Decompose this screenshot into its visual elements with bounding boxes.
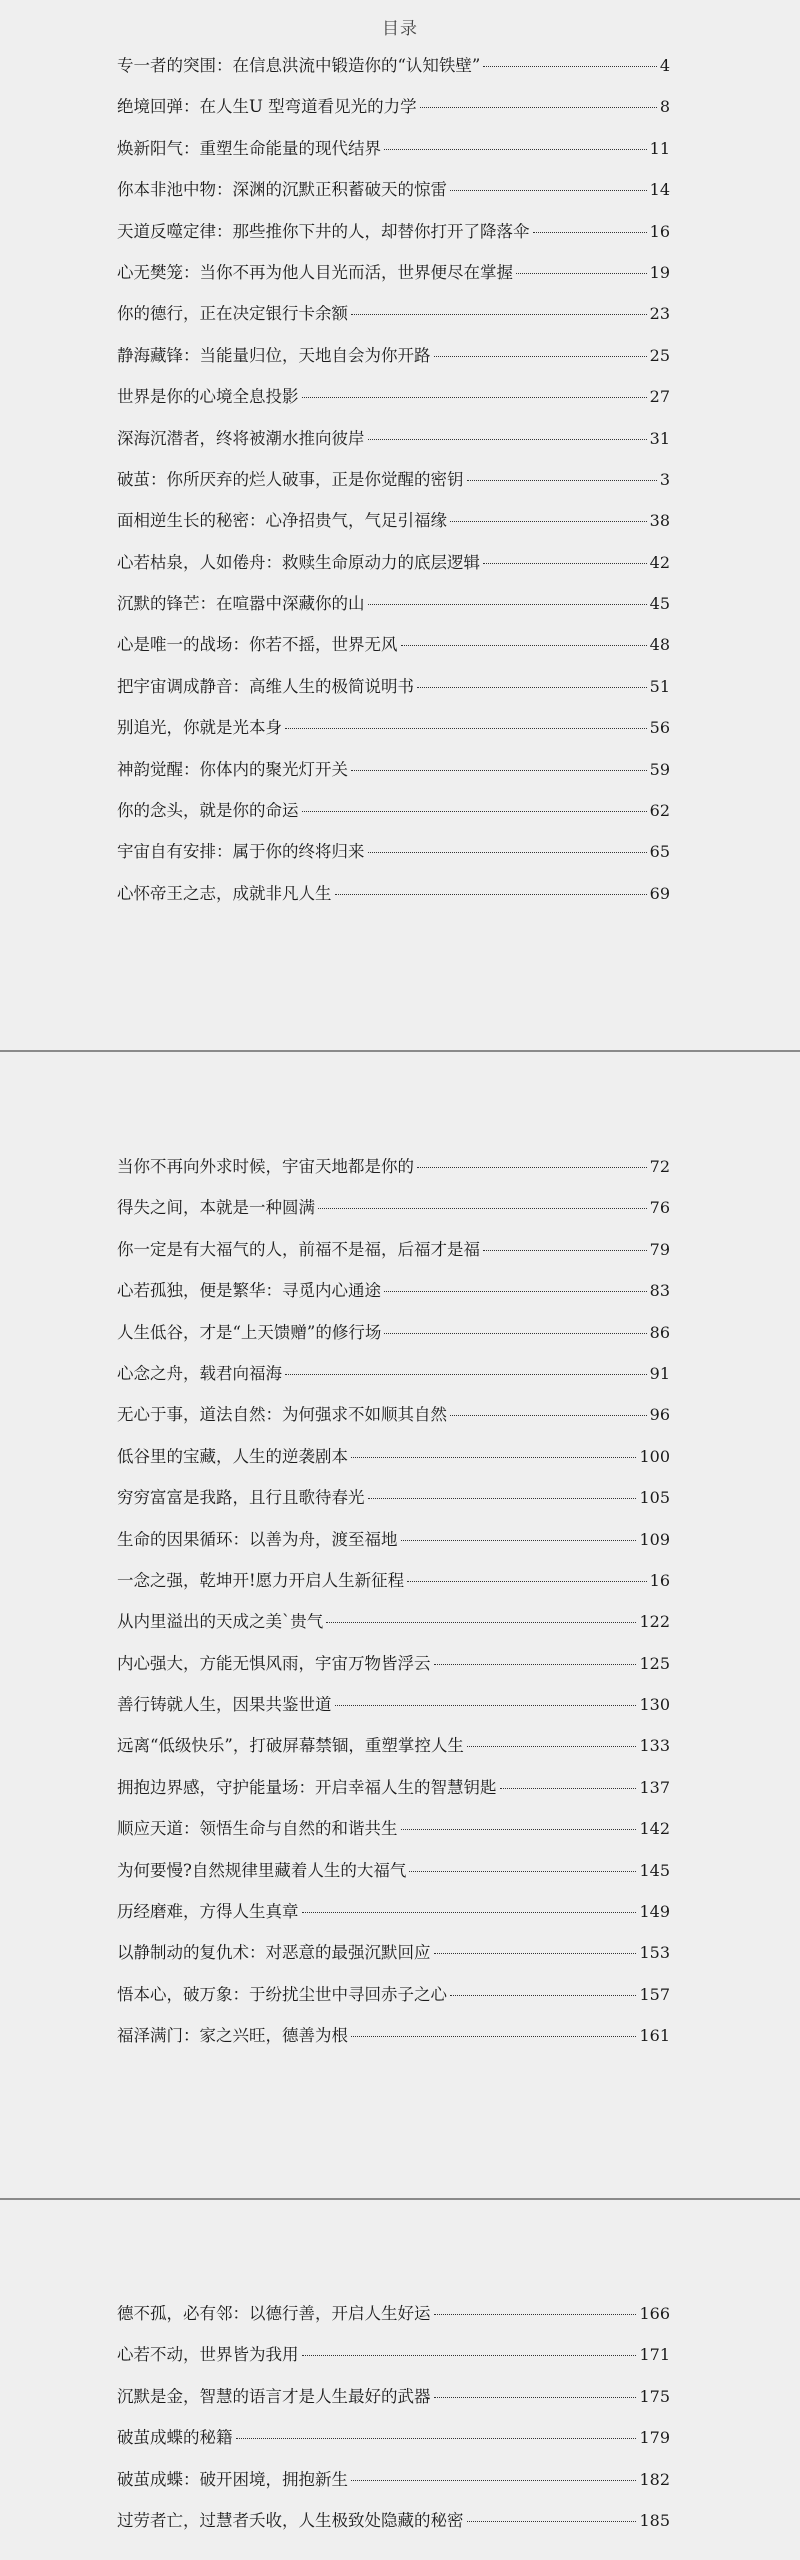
dot-leader xyxy=(483,563,647,564)
toc-entry-title: 静海藏锋：当能量归位，天地自会为你开路 xyxy=(117,345,431,365)
toc-entry[interactable] xyxy=(117,590,670,631)
dot-leader xyxy=(401,645,647,646)
toc-entry-title: 世界是你的心境全息投影 xyxy=(117,387,299,407)
toc-entry[interactable] xyxy=(117,1898,670,1939)
toc-entry[interactable] xyxy=(117,2383,670,2424)
toc-entry-title: 内心强大，方能无惧风雨，宇宙万物皆浮云 xyxy=(117,1653,431,1673)
dot-leader xyxy=(384,149,647,150)
toc-entry[interactable] xyxy=(117,1567,670,1608)
dot-leader xyxy=(533,232,647,233)
toc-entry[interactable] xyxy=(117,425,670,466)
toc-entry[interactable] xyxy=(117,1277,670,1318)
toc-entry-page-number: 38 xyxy=(649,511,670,531)
dot-leader xyxy=(500,1788,637,1789)
toc-entry[interactable] xyxy=(117,1691,670,1732)
toc-entry-title: 沉默的锋芒：在喧嚣中深藏你的山 xyxy=(117,594,365,614)
dot-leader xyxy=(467,2521,637,2522)
toc-entry-page-number: 11 xyxy=(649,138,670,158)
toc-entry-title: 绝境回弹：在人生U 型弯道看见光的力学 xyxy=(117,97,417,117)
toc-entry-title: 一念之强，乾坤开!愿力开启人生新征程 xyxy=(117,1570,405,1590)
toc-entry[interactable] xyxy=(117,797,670,838)
toc-entry-page-number: 166 xyxy=(639,2304,670,2323)
toc-entry-title: 你的德行，正在决定银行卡余额 xyxy=(117,304,348,324)
dot-leader xyxy=(409,1871,636,1872)
dot-leader xyxy=(326,1622,636,1623)
toc-entry-title: 人生低谷，才是“上天馈赠”的修行场 xyxy=(117,1322,382,1342)
toc-entry[interactable] xyxy=(117,176,670,217)
dot-leader xyxy=(236,2438,637,2439)
dot-leader xyxy=(302,397,647,398)
dot-leader xyxy=(285,728,647,729)
toc-entry-title: 以静制动的复仇术：对恶意的最强沉默回应 xyxy=(117,1943,431,1963)
dot-leader xyxy=(467,1746,637,1747)
toc-entry-page-number: 27 xyxy=(649,387,670,407)
toc-entry-title: 心念之舟，载君向福海 xyxy=(117,1363,282,1383)
toc-entry-title: 穷穷富富是我路，且行且歌待春光 xyxy=(117,1488,365,1508)
toc-entry-page-number: 171 xyxy=(639,2345,670,2365)
toc-entry-page-number: 45 xyxy=(649,594,670,614)
toc-entry[interactable] xyxy=(117,300,670,341)
toc-entry[interactable] xyxy=(117,1608,670,1649)
toc-entry-page-number: 145 xyxy=(639,1860,670,1880)
toc-entry-title: 心若不动，世界皆为我用 xyxy=(117,2345,299,2365)
toc-entry-page-number: 3 xyxy=(659,469,670,489)
toc-entry-page-number: 125 xyxy=(639,1653,670,1673)
toc-entry-title: 心若枯泉，人如倦舟：救赎生命原动力的底层逻辑 xyxy=(117,552,480,572)
toc-entry-page-number: 65 xyxy=(649,842,670,862)
toc-entry-title: 悟本心，破万象：于纷扰尘世中寻回赤子之心 xyxy=(117,1984,447,2004)
toc-entry[interactable] xyxy=(117,2507,670,2548)
dot-leader xyxy=(384,1291,647,1292)
toc-entry-page-number: 25 xyxy=(649,345,670,365)
toc-entry[interactable] xyxy=(117,631,670,672)
toc-entry-page-number: 79 xyxy=(649,1239,670,1259)
toc-entry[interactable] xyxy=(117,1650,670,1691)
toc-entry-title: 心怀帝王之志，成就非凡人生 xyxy=(117,883,332,903)
toc-entry-page-number: 175 xyxy=(639,2386,670,2406)
toc-entry[interactable] xyxy=(117,383,670,424)
toc-entry-page-number: 16 xyxy=(649,1570,670,1590)
toc-entry[interactable] xyxy=(117,714,670,755)
toc-entry-title: 破茧成蝶的秘籍 xyxy=(117,2428,233,2448)
toc-entry-page-number: 48 xyxy=(649,635,670,655)
toc-entry[interactable] xyxy=(117,466,670,507)
toc-entry-title: 你的念头，就是你的命运 xyxy=(117,801,299,821)
dot-leader xyxy=(302,1912,637,1913)
toc-entry[interactable] xyxy=(117,1401,670,1442)
toc-entry-page-number: 42 xyxy=(649,552,670,572)
dot-leader xyxy=(318,1208,647,1209)
dot-leader xyxy=(368,1498,637,1499)
dot-leader xyxy=(335,894,647,895)
toc-entry[interactable] xyxy=(117,52,670,93)
dot-leader xyxy=(384,1333,646,1334)
dot-leader xyxy=(450,190,647,191)
toc-entry-page-number: 91 xyxy=(649,1363,670,1383)
dot-leader xyxy=(450,521,647,522)
toc-entry-page-number: 62 xyxy=(649,801,670,821)
dot-leader xyxy=(450,1415,647,1416)
dot-leader xyxy=(434,2314,637,2315)
toc-entry-page-number: 182 xyxy=(639,2469,670,2489)
toc-entry[interactable] xyxy=(117,259,670,300)
toc-entry-page-number: 14 xyxy=(649,180,670,200)
toc-entry-title: 沉默是金，智慧的语言才是人生最好的武器 xyxy=(117,2386,431,2406)
toc-entry-page-number: 179 xyxy=(639,2428,670,2448)
toc-list-section-1 xyxy=(117,52,670,921)
toc-entry-page-number: 51 xyxy=(649,676,670,696)
toc-entry-page-number: 133 xyxy=(639,1736,670,1756)
toc-entry-page-number: 83 xyxy=(649,1281,670,1301)
toc-entry-title: 从内里溢出的天成之美`贵气 xyxy=(117,1612,324,1632)
toc-entry[interactable] xyxy=(117,1981,670,2022)
toc-entry[interactable] xyxy=(117,1774,670,1815)
toc-entry-page-number: 31 xyxy=(649,428,670,448)
dot-leader xyxy=(302,2355,637,2356)
toc-list-section-3 xyxy=(117,2300,670,2548)
toc-entry[interactable] xyxy=(117,1360,670,1401)
toc-entry[interactable] xyxy=(117,1484,670,1525)
toc-entry-title: 你本非池中物：深渊的沉默正积蓄破天的惊雷 xyxy=(117,180,447,200)
toc-entry-page-number: 69 xyxy=(649,883,670,903)
dot-leader xyxy=(401,1829,637,1830)
dot-leader xyxy=(285,1374,647,1375)
toc-entry[interactable] xyxy=(117,1939,670,1980)
dot-leader xyxy=(368,852,647,853)
toc-entry-page-number: 185 xyxy=(639,2510,670,2530)
toc-entry-page-number: 161 xyxy=(639,2026,670,2046)
toc-entry-page-number: 76 xyxy=(649,1198,670,1218)
toc-entry-title: 神韵觉醒：你体内的聚光灯开关 xyxy=(117,759,348,779)
toc-entry[interactable] xyxy=(117,2466,670,2507)
toc-entry-title: 宇宙自有安排：属于你的终将归来 xyxy=(117,842,365,862)
toc-entry-title: 把宇宙调成静音：高维人生的极简说明书 xyxy=(117,676,414,696)
toc-entry[interactable] xyxy=(117,1236,670,1277)
dot-leader xyxy=(368,604,647,605)
toc-entry-title: 德不孤，必有邻：以德行善，开启人生好运 xyxy=(117,2304,431,2323)
toc-entry-page-number: 100 xyxy=(639,1446,670,1466)
toc-entry-page-number: 23 xyxy=(649,304,670,324)
dot-leader xyxy=(420,107,657,108)
dot-leader xyxy=(467,480,657,481)
dot-leader xyxy=(434,356,647,357)
dot-leader xyxy=(434,1953,637,1954)
dot-leader xyxy=(351,1457,636,1458)
toc-entry-page-number: 86 xyxy=(649,1322,670,1342)
toc-entry[interactable] xyxy=(117,93,670,134)
dot-leader xyxy=(351,770,647,771)
dot-leader xyxy=(417,687,647,688)
toc-entry[interactable] xyxy=(117,2424,670,2465)
dot-leader xyxy=(483,66,656,67)
toc-entry-title: 历经磨难，方得人生真章 xyxy=(117,1902,299,1922)
toc-entry[interactable] xyxy=(117,1815,670,1856)
toc-entry-title: 心无樊笼：当你不再为他人目光而活，世界便尽在掌握 xyxy=(117,262,513,282)
toc-entry-page-number: 149 xyxy=(639,1902,670,1922)
toc-entry-page-number: 16 xyxy=(649,221,670,241)
dot-leader xyxy=(417,1167,647,1168)
toc-entry-page-number: 130 xyxy=(639,1695,670,1715)
toc-entry-page-number: 96 xyxy=(649,1405,670,1425)
toc-entry[interactable] xyxy=(117,1857,670,1898)
toc-entry-title: 破茧成蝶：破开困境，拥抱新生 xyxy=(117,2469,348,2489)
dot-leader xyxy=(401,1540,637,1541)
toc-entry[interactable] xyxy=(117,1319,670,1360)
toc-entry-title: 顺应天道：领悟生命与自然的和谐共生 xyxy=(117,1819,398,1839)
toc-entry-page-number: 105 xyxy=(639,1488,670,1508)
toc-entry-page-number: 153 xyxy=(639,1943,670,1963)
toc-entry-title: 远离“低级快乐”，打破屏幕禁锢，重塑掌控人生 xyxy=(117,1736,464,1756)
toc-entry-title: 破茧：你所厌弃的烂人破事，正是你觉醒的密钥 xyxy=(117,469,464,489)
toc-entry[interactable] xyxy=(117,135,670,176)
toc-entry[interactable] xyxy=(117,1526,670,1567)
toc-entry[interactable] xyxy=(117,2341,670,2382)
toc-entry-page-number: 157 xyxy=(639,1984,670,2004)
toc-entry[interactable] xyxy=(117,2300,670,2341)
toc-entry-title: 天道反噬定律：那些推你下井的人，却替你打开了降落伞 xyxy=(117,221,530,241)
toc-entry[interactable] xyxy=(117,880,670,921)
toc-entry-title: 生命的因果循环：以善为舟，渡至福地 xyxy=(117,1529,398,1549)
toc-entry[interactable] xyxy=(117,1194,670,1235)
toc-entry[interactable] xyxy=(117,507,670,548)
toc-entry-title: 心是唯一的战场：你若不摇，世界无风 xyxy=(117,635,398,655)
toc-entry-page-number: 142 xyxy=(639,1819,670,1839)
toc-entry-title: 福泽满门：家之兴旺，德善为根 xyxy=(117,2026,348,2046)
toc-entry-title: 拥抱边界感，守护能量场：开启幸福人生的智慧钥匙 xyxy=(117,1777,497,1797)
toc-list-section-2 xyxy=(117,1153,670,2064)
toc-entry-title: 得失之间，本就是一种圆满 xyxy=(117,1198,315,1218)
toc-entry[interactable] xyxy=(117,549,670,590)
toc-entry-title: 为何要慢?自然规律里藏着人生的大福气 xyxy=(117,1860,407,1880)
dot-leader xyxy=(351,314,647,315)
dot-leader xyxy=(407,1581,647,1582)
toc-entry-page-number: 19 xyxy=(649,262,670,282)
toc-entry-page-number: 4 xyxy=(659,56,670,75)
toc-entry-page-number: 56 xyxy=(649,718,670,738)
toc-entry[interactable] xyxy=(117,673,670,714)
dot-leader xyxy=(483,1250,647,1251)
dot-leader xyxy=(351,2480,636,2481)
dot-leader xyxy=(335,1705,637,1706)
dot-leader xyxy=(302,811,647,812)
toc-entry-title: 面相逆生长的秘密：心净招贵气，气足引福缘 xyxy=(117,511,447,531)
toc-entry[interactable] xyxy=(117,756,670,797)
toc-entry[interactable] xyxy=(117,838,670,879)
dot-leader xyxy=(368,439,647,440)
dot-leader xyxy=(351,2036,636,2037)
toc-entry-title: 焕新阳气：重塑生命能量的现代结界 xyxy=(117,138,381,158)
toc-entry[interactable] xyxy=(117,1443,670,1484)
toc-entry-page-number: 137 xyxy=(639,1777,670,1797)
toc-entry-title: 当你不再向外求时候，宇宙天地都是你的 xyxy=(117,1157,414,1176)
toc-entry[interactable] xyxy=(117,1732,670,1773)
toc-entry[interactable] xyxy=(117,2022,670,2063)
toc-entry-title: 无心于事，道法自然：为何强求不如顺其自然 xyxy=(117,1405,447,1425)
toc-entry-page-number: 122 xyxy=(639,1612,670,1632)
dot-leader xyxy=(516,273,647,274)
toc-title: 目录 xyxy=(382,19,418,39)
toc-entry-title: 善行铸就人生，因果共鉴世道 xyxy=(117,1695,332,1715)
toc-entry-title: 专一者的突围：在信息洪流中锻造你的“认知铁壁” xyxy=(117,56,481,75)
dot-leader xyxy=(434,2397,637,2398)
toc-entry[interactable] xyxy=(117,218,670,259)
toc-entry-page-number: 109 xyxy=(639,1529,670,1549)
toc-entry-title: 低谷里的宝藏，人生的逆袭剧本 xyxy=(117,1446,348,1466)
toc-entry-title: 别追光，你就是光本身 xyxy=(117,718,282,738)
toc-entry-page-number: 8 xyxy=(659,97,670,117)
toc-entry-page-number: 59 xyxy=(649,759,670,779)
dot-leader xyxy=(434,1664,637,1665)
dot-leader xyxy=(450,1995,636,1996)
toc-entry[interactable] xyxy=(117,342,670,383)
toc-entry-title: 心若孤独，便是繁华：寻觅内心通途 xyxy=(117,1281,381,1301)
toc-entry[interactable] xyxy=(117,1153,670,1194)
toc-entry-title: 你一定是有大福气的人，前福不是福，后福才是福 xyxy=(117,1239,480,1259)
toc-entry-title: 深海沉潜者，终将被潮水推向彼岸 xyxy=(117,428,365,448)
toc-entry-page-number: 72 xyxy=(649,1157,670,1176)
toc-entry-title: 过劳者亡，过慧者夭收，人生极致处隐藏的秘密 xyxy=(117,2510,464,2530)
